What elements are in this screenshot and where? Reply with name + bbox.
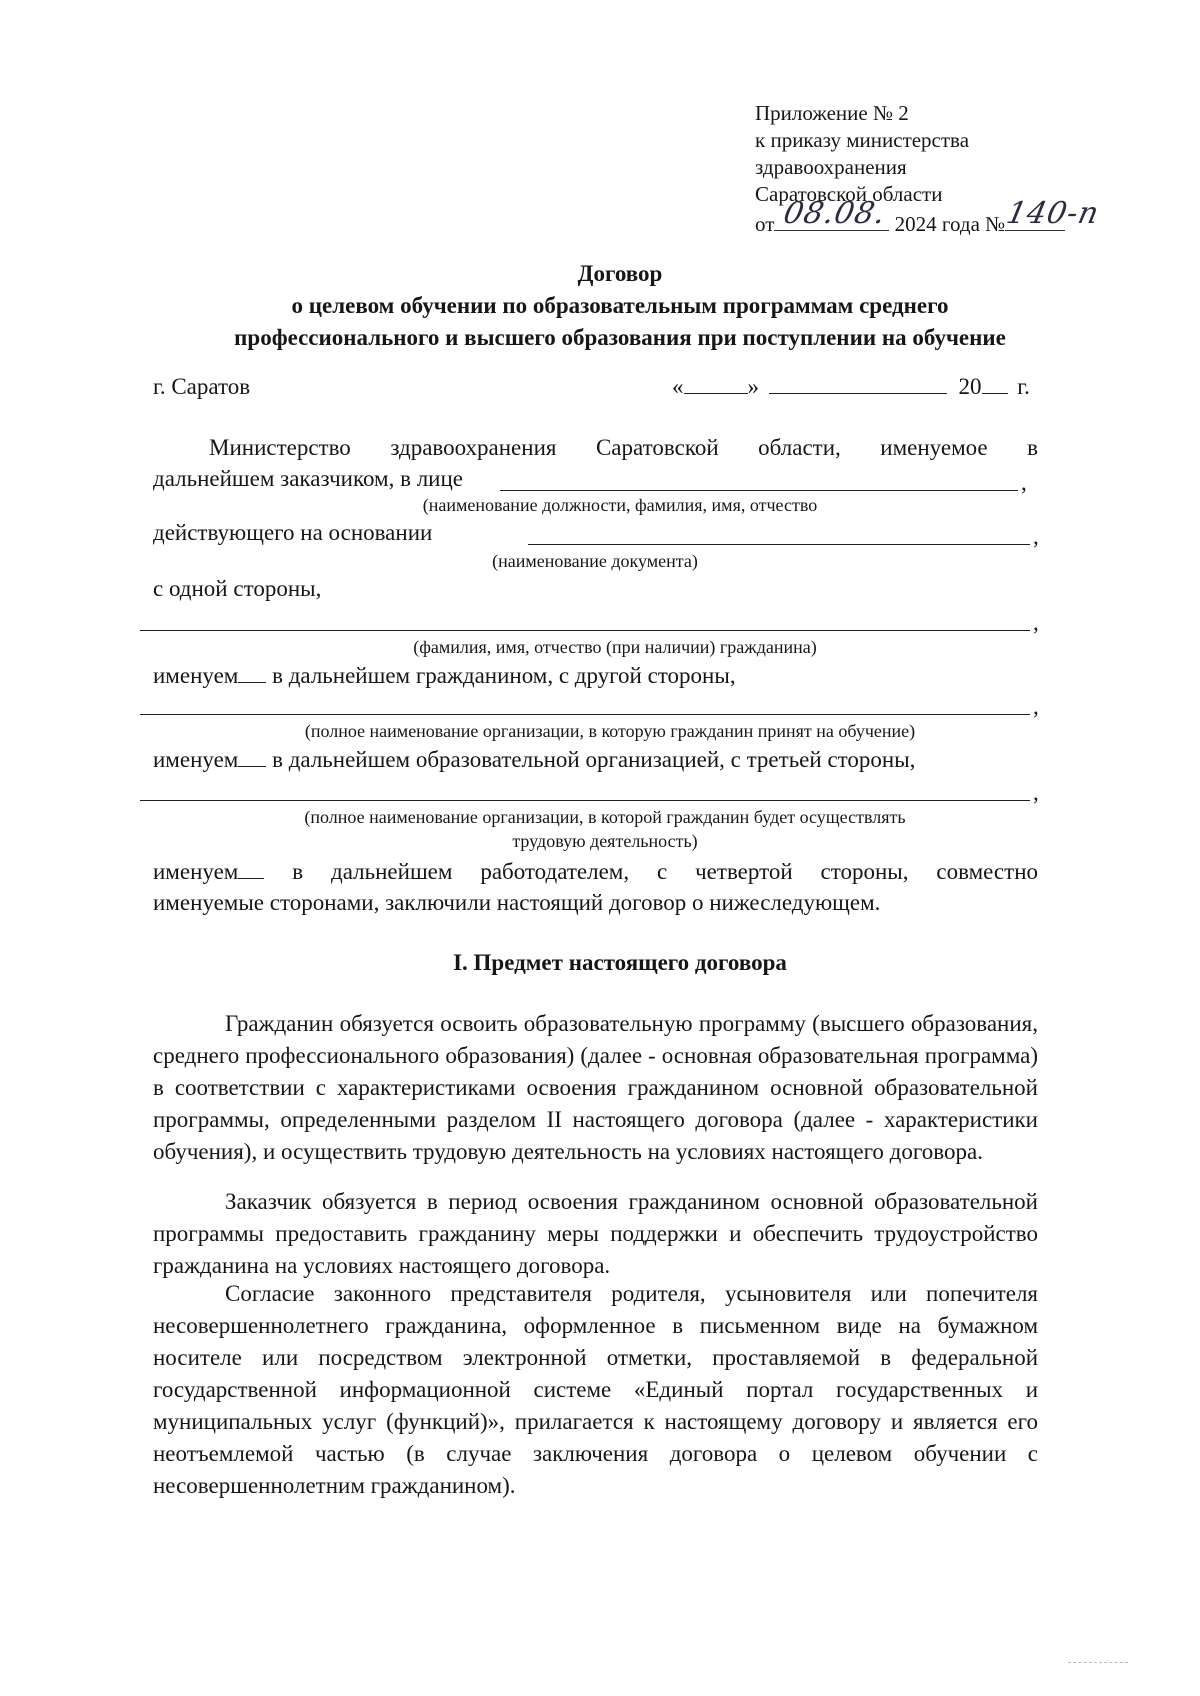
employer-prefix: именуем (153, 859, 239, 884)
date-field (774, 196, 890, 231)
citizen-prefix: именуем (153, 663, 239, 688)
basis-text: действующего на основании (153, 520, 433, 545)
caption-edu-org: (полное наименование организации, в которую гражданин принят на обучение) (304, 721, 916, 741)
one-side-line: с одной стороны, (153, 576, 322, 601)
paragraph-obligation-citizen: Гражданин обязуется освоить образовательную программу (высшего образования, среднего профессионального образования) (далее - основная образовательная программа) в соответствии с характеристиками освоения гражданином основной образовательной программы, определенными разделом II настоящего договора (далее - характеристики обучения), и осуществить трудовую деятельность на условиях настоящего договора. (153, 1011, 1038, 1164)
appendix-line-2: к приказу министерства (755, 128, 970, 152)
scan-edge-mark (1068, 1662, 1128, 1663)
title-line-3: профессионального и высшего образования при поступлении на обучение (234, 325, 1006, 350)
customer-text: дальнейшем заказчиком, в лице (153, 466, 463, 491)
caption-employer-2: трудовую деятельность) (512, 831, 698, 851)
appendix-header (755, 100, 1155, 238)
caption-official: (наименование должности, фамилия, имя, отчество (422, 495, 818, 515)
appendix-line-4: Саратовской области (755, 182, 943, 206)
paragraph-guardian-consent: Согласие законного представителя родителя, усыновителя или попечителя несовершеннолетнего гражданина, оформленное в письменном виде на бумажном носителе или посредством электронной отметки, проставляемой в федеральной государственной информационной системе «Единый портал государственных и муниципальных услуг (функций)», прилагается к настоящему договору и является его неотъемлемой частью (в случае заключения договора о целевом обучении с несовершеннолетним гражданином). (153, 1281, 1038, 1498)
employer-line (153, 857, 1038, 887)
appendix-date-line (755, 196, 1155, 238)
appendix-line-3: здравоохранения (755, 155, 907, 179)
document-title (150, 258, 1090, 354)
paragraph-obligation-customer: Заказчик обязуется в период освоения гражданином основной образовательной программы предоставить гражданину меры поддержки и обеспечить трудоустройство гражданина на условиях настоящего договора. (153, 1189, 1038, 1278)
title-line-2: о целевом обучении по образовательным программам среднего (291, 293, 949, 318)
citizen-ending-blank (238, 662, 266, 683)
order-number-field (1003, 196, 1103, 231)
ministry-line: Министерство здравоохранения Саратовской области, именуемое в (209, 435, 1038, 460)
comma-3: , (1033, 610, 1039, 635)
employer-rest: в дальнейшем работодателем, с четвертой стороны, совместно (292, 859, 1038, 884)
comma-2: , (1033, 524, 1039, 549)
citizen-blank (140, 630, 1030, 631)
open-quote: « (672, 374, 684, 399)
handwritten-order-number: 140-п (1003, 196, 1103, 231)
comma-5: , (1033, 780, 1039, 805)
date-prefix: от (755, 212, 775, 236)
handwritten-date: 08.08. (780, 196, 890, 231)
employer-ending-blank (238, 858, 264, 879)
city: г. Саратов (153, 374, 251, 399)
caption-document: (наименование документа) (492, 551, 698, 571)
month-blank (769, 373, 947, 394)
employer-blank (140, 800, 1030, 801)
year-blank (982, 373, 1008, 394)
edu-prefix: именуем (153, 747, 239, 772)
citizen-line (153, 661, 1120, 691)
edu-ending-blank (238, 746, 266, 767)
contract-date (672, 372, 1030, 402)
year-text: 2024 года № (894, 212, 1006, 236)
title-line-1: Договор (577, 261, 663, 286)
comma-1: , (1021, 470, 1027, 495)
day-blank (684, 373, 748, 394)
parties-line: именуемые сторонами, заключили настоящий договор о нижеследующем. (153, 890, 881, 915)
document-blank (528, 544, 1030, 545)
edu-org-blank (140, 714, 1030, 715)
section-heading: I. Предмет настоящего договора (453, 950, 787, 975)
caption-employer-1: (полное наименование организации, в которой гражданин будет осуществлять (304, 807, 906, 827)
comma-4: , (1033, 694, 1039, 719)
year-suffix: г. (1017, 374, 1030, 399)
official-blank (500, 490, 1018, 491)
close-quote: » (747, 374, 759, 399)
citizen-rest: в дальнейшем гражданином, с другой стороны, (272, 663, 736, 688)
edu-line (153, 745, 1120, 775)
caption-citizen: (фамилия, имя, отчество (при наличии) гражданина) (413, 637, 817, 657)
appendix-line-1: Приложение № 2 (755, 101, 909, 125)
year-prefix: 20 (958, 374, 982, 399)
edu-rest: в дальнейшем образовательной организацией, с третьей стороны, (272, 747, 916, 772)
